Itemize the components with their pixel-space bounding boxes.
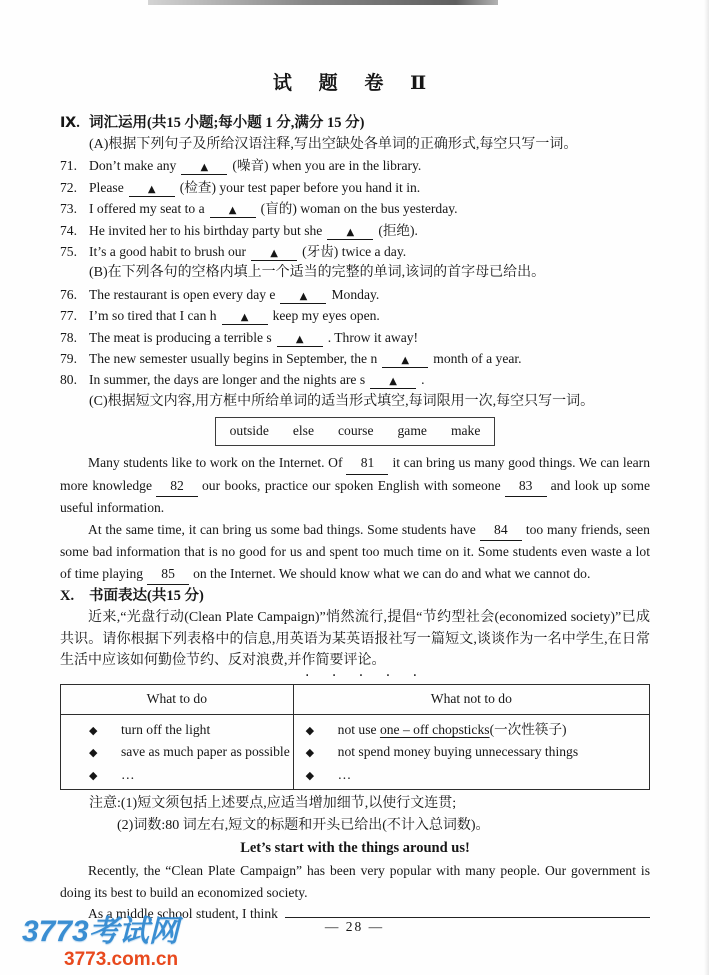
- answer-blank: [382, 353, 428, 368]
- section-10-number: X.: [60, 588, 75, 605]
- section-9-number: Ⅸ.: [60, 115, 80, 131]
- answer-blank: [129, 182, 175, 197]
- underlined-phrase: one – off chopsticks: [379, 721, 490, 737]
- cloze-blank-82: 82: [156, 475, 198, 498]
- triangle-marker: ▲: [200, 162, 209, 174]
- essay-opening-paragraph: Recently, the “Clean Plate Campaign” has been very popular with many people. Our government is doing its best to build an economized society.: [60, 863, 650, 900]
- item-number: 71.: [60, 158, 77, 174]
- answer-blank: [370, 374, 416, 389]
- word-bank-word: make: [450, 423, 481, 439]
- page-title: 试 题 卷 Ⅱ: [272, 73, 438, 94]
- item-number: 74.: [60, 222, 77, 238]
- word-bank-word: course: [338, 423, 374, 439]
- item-number: 80.: [60, 372, 77, 388]
- vocab-item-79: [60, 348, 650, 369]
- item-text: In summer, the days are longer and the nights are s ▲ .: [89, 372, 425, 388]
- do-item: ◆ …: [61, 764, 293, 787]
- diamond-bullet-icon: ◆: [305, 768, 315, 782]
- answer-blank: [327, 225, 373, 240]
- vocab-item-73: [60, 198, 650, 219]
- dont-item: [294, 719, 649, 742]
- diamond-bullet-icon: ◆: [89, 768, 98, 782]
- vocab-item-77: [60, 305, 650, 326]
- triangle-marker: ▲: [228, 205, 237, 217]
- answer-blank: [277, 332, 323, 347]
- table-body-row: [61, 714, 650, 790]
- cloze-paragraph-1: Many students like to work on the Internet. Of 81 it can bring us many good things. We can learn more knowledge 82 our books, practice our spoken English with someone 83 and look up some useful information.: [60, 452, 650, 519]
- watermark-site-name: 3773考试网: [22, 915, 179, 948]
- table-header-row: [61, 684, 650, 714]
- section-9-heading: [60, 112, 650, 134]
- item-text: The restaurant is open every day e ▲ Monday.: [89, 286, 380, 302]
- answer-blank: [222, 310, 268, 325]
- diamond-bullet-icon: ◆: [305, 723, 315, 737]
- vocab-item-71: [60, 155, 650, 176]
- writing-prompt: 近来,“光盘行动(Clean Plate Campaign)”悄然流行,提倡“节约型社会(economized society)”已成共识。请你根据下列表格中的信息,用英语为某英语报社写一篇短文,谈谈作为一名中学生,在日常生活中应该如何勤俭节约、反对浪费,并作简要评论。: [60, 610, 650, 669]
- cloze-blank-84: 84: [480, 519, 522, 542]
- part-b-instruction: (B)在下列各句的空格内填上一个适当的完整的单词,该词的首字母已给出。: [89, 265, 546, 281]
- vocab-item-74: [60, 220, 650, 241]
- essay-last-text: As a middle school student, I think: [88, 906, 278, 922]
- do-item: ◆ turn off the light: [61, 719, 293, 742]
- diamond-bullet-icon: ◆: [89, 746, 98, 760]
- scan-artifact-right-edge: [704, 0, 709, 975]
- word-bank-box: [215, 417, 495, 446]
- triangle-marker: ▲: [295, 333, 304, 345]
- section-9-title: 词汇运用(共15 小题;每小题 1 分,满分 15 分): [89, 115, 365, 131]
- item-number: 77.: [60, 308, 77, 324]
- item-text: It’s a good habit to brush our ▲ (牙齿) twice a day.: [89, 244, 407, 260]
- answer-blank: [210, 203, 256, 218]
- header-what-not-to-do: What not to do: [293, 684, 649, 714]
- cloze-blank-81: 81: [346, 452, 388, 475]
- vocab-item-75: [60, 241, 650, 262]
- item-text: I’m so tired that I can h ▲ keep my eyes open.: [89, 308, 380, 324]
- word-bank-word: outside: [229, 423, 269, 439]
- item-text: He invited her to his birthday party but she ▲ (拒绝).: [89, 222, 418, 238]
- section-10-heading: [60, 585, 650, 607]
- dont-item-text: not use one – off chopsticks(一次性筷子): [337, 721, 567, 737]
- scan-artifact-top-bar: [148, 0, 498, 5]
- triangle-marker: ▲: [401, 355, 410, 367]
- item-number: 72.: [60, 179, 77, 195]
- cloze-blank-85: 85: [147, 563, 189, 586]
- header-what-to-do: What to do: [61, 684, 294, 714]
- triangle-marker: ▲: [389, 376, 397, 388]
- writing-points-table: [60, 684, 650, 791]
- vocab-item-78: [60, 327, 650, 348]
- word-bank-word: else: [292, 423, 315, 439]
- cloze-blank-83: 83: [505, 475, 547, 498]
- item-number: 73.: [60, 201, 77, 217]
- writing-blank-line: [285, 903, 650, 918]
- essay-title: Let’s start with the things around us!: [240, 840, 470, 857]
- dont-item: ◆ …: [294, 764, 649, 787]
- vocab-item-80: [60, 369, 650, 390]
- emphasis-dots: · · · · ·: [305, 667, 427, 684]
- dont-item: ◆ not spend money buying unnecessary things: [294, 741, 649, 764]
- watermark-logo: [22, 917, 179, 969]
- part-a-instruction: (A)根据下列句子及所给汉语注释,写出空缺处各单词的正确形式,每空只写一词。: [89, 137, 578, 152]
- cloze-paragraph-2: At the same time, it can bring us some bad things. Some students have 84 too many friends, seen some bad information that is no good for us and spent too much time on it. Some students even waste a lot of time playing 85 on the Internet. We should know what we can do and what we cannot do.: [60, 519, 650, 586]
- item-number: 79.: [60, 351, 77, 367]
- item-text: The meat is producing a terrible s ▲ . Throw it away!: [89, 329, 419, 345]
- item-text: The new semester usually begins in September, the n ▲ month of a year.: [89, 351, 522, 367]
- triangle-marker: ▲: [346, 226, 355, 238]
- vocab-item-76: [60, 284, 650, 305]
- part-c-instruction: (C)根据短文内容,用方框中所给单词的适当形式填空,每词限用一次,每空只写一词。: [89, 393, 595, 409]
- watermark-domain: 3773.com.cn: [64, 949, 179, 970]
- triangle-marker: ▲: [270, 248, 278, 260]
- answer-blank: [280, 289, 326, 304]
- do-item: ◆ save as much paper as possible: [61, 741, 293, 764]
- section-10-title: 书面表达(共15 分): [89, 588, 204, 605]
- item-text: I offered my seat to a ▲ (盲的) woman on the bus yesterday.: [89, 201, 458, 217]
- item-number: 78.: [60, 329, 77, 345]
- note-1: 注意:(1)短文须包括上述要点,应适当增加细节,以使行文连贯;: [89, 796, 457, 812]
- answer-blank: [251, 246, 297, 261]
- item-number: 75.: [60, 244, 77, 260]
- diamond-bullet-icon: ◆: [305, 746, 315, 760]
- answer-blank: [181, 160, 227, 175]
- triangle-marker: ▲: [240, 312, 249, 324]
- diamond-bullet-icon: ◆: [89, 723, 98, 737]
- triangle-marker: ▲: [147, 183, 156, 195]
- item-text: Don’t make any ▲ (噪音) when you are in the library.: [89, 158, 422, 174]
- item-text: Please ▲ (检查) your test paper before you hand it in.: [89, 179, 421, 195]
- page-number: — 28 —: [324, 919, 385, 934]
- item-number: 76.: [60, 286, 77, 302]
- cell-what-to-do: [61, 714, 294, 790]
- cell-what-not-to-do: [293, 714, 649, 790]
- note-2: (2)词数:80 词左右,短文的标题和开头已给出(不计入总词数)。: [117, 817, 490, 833]
- word-bank-word: game: [397, 423, 427, 439]
- vocab-item-72: [60, 177, 650, 198]
- triangle-marker: ▲: [299, 290, 308, 302]
